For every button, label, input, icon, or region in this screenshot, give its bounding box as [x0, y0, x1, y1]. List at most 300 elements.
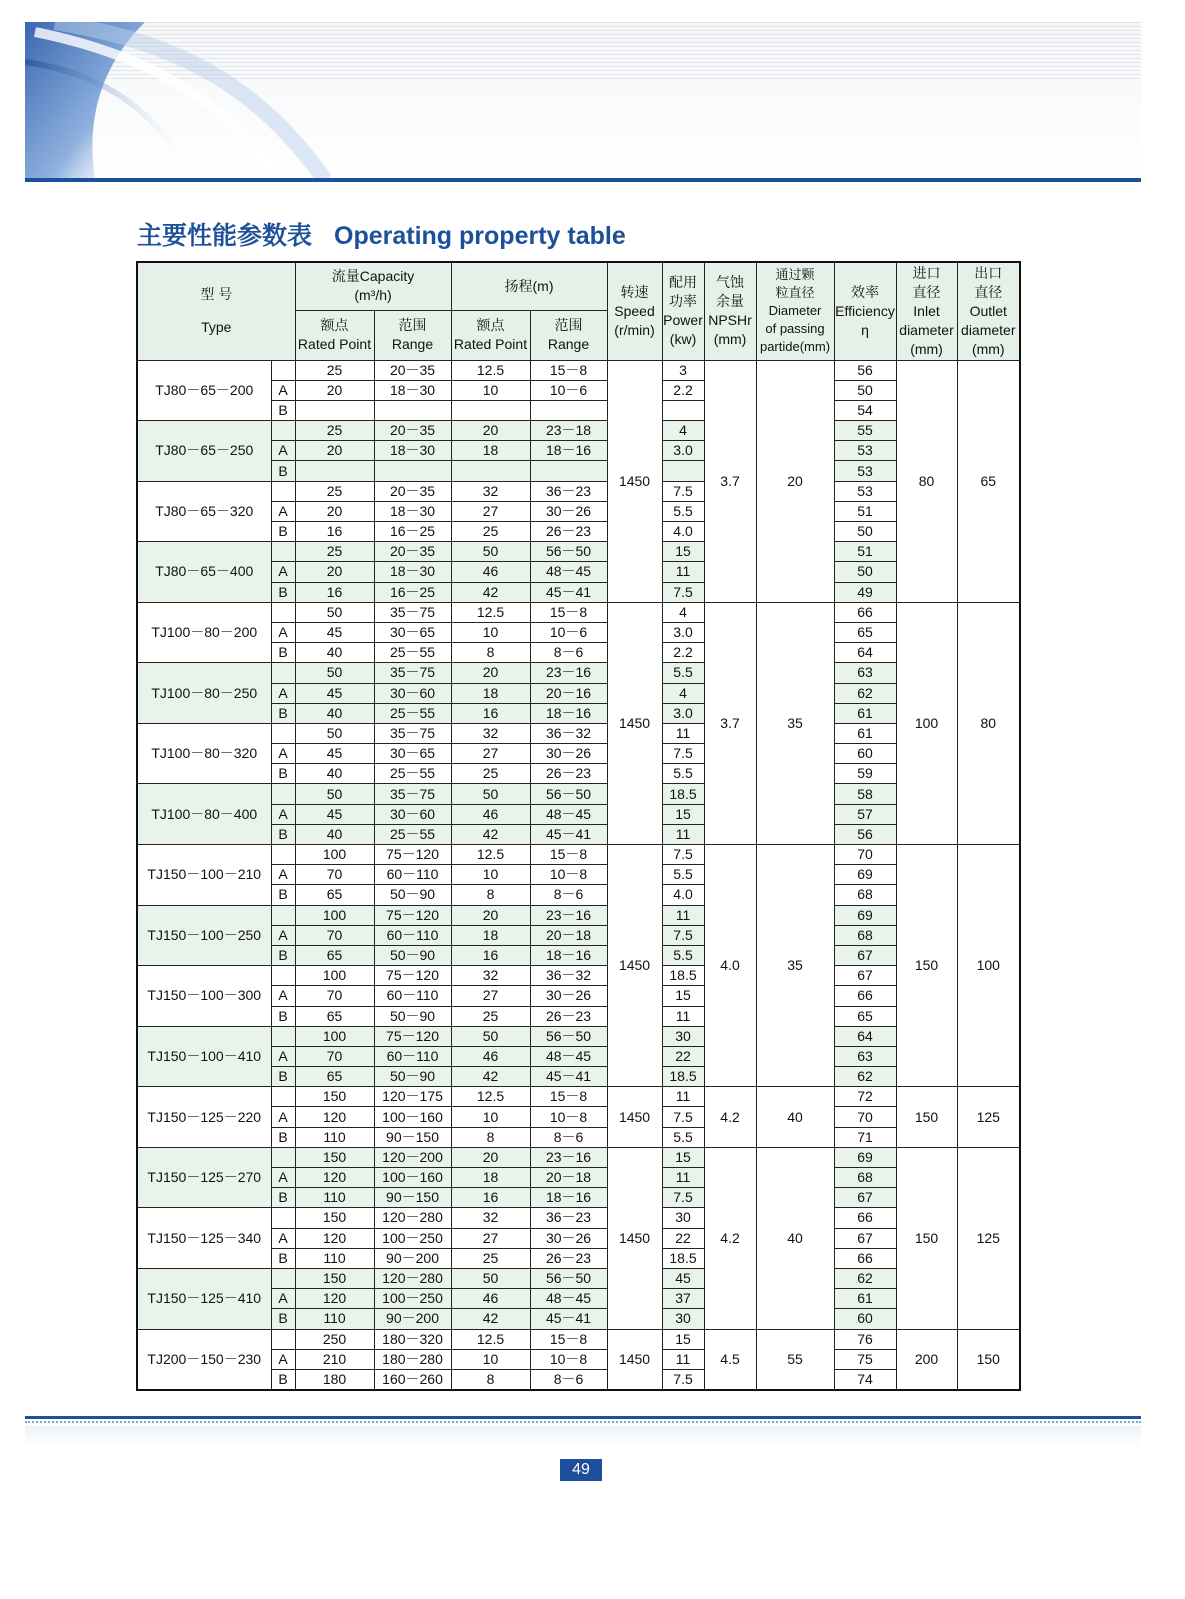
- head-rated-cell: 12.5: [451, 1087, 530, 1107]
- table-row: [137, 602, 1020, 622]
- outlet-cell: 125: [957, 1087, 1020, 1148]
- power-cell: 18.5: [662, 1067, 704, 1087]
- head-range-cell: 8－6: [530, 1369, 607, 1390]
- capacity-rated-cell: 45: [295, 683, 374, 703]
- capacity-rated-cell: 50: [295, 723, 374, 743]
- header-power-en: Power: [663, 312, 703, 329]
- head-rated-cell: 16: [451, 945, 530, 965]
- head-range-cell: [530, 461, 607, 481]
- efficiency-cell: 58: [834, 784, 896, 804]
- capacity-rated-cell: 110: [295, 1127, 374, 1147]
- head-range-cell: 8－6: [530, 1127, 607, 1147]
- capacity-range-cell: 30－65: [374, 622, 451, 642]
- header-capacity-rated: [295, 310, 374, 360]
- head-range-cell: 45－41: [530, 1067, 607, 1087]
- efficiency-cell: 66: [834, 602, 896, 622]
- head-rated-cell: 10: [451, 622, 530, 642]
- header-capacity-rated-en: Rated Point: [297, 336, 372, 352]
- table-row: [137, 905, 1020, 925]
- head-rated-cell: 46: [451, 562, 530, 582]
- capacity-range-cell: 160－260: [374, 1369, 451, 1390]
- power-cell: 7.5: [662, 1369, 704, 1390]
- header-particle-en2: of passing: [765, 321, 825, 337]
- variant-cell: A: [271, 1349, 295, 1369]
- power-cell: 3.0: [662, 441, 704, 461]
- power-cell: 3: [662, 360, 704, 380]
- npsh-cell: 3.7: [704, 602, 756, 844]
- efficiency-cell: 55: [834, 421, 896, 441]
- efficiency-cell: 65: [834, 1006, 896, 1026]
- variant-cell: B: [271, 1127, 295, 1147]
- head-rated-cell: 50: [451, 542, 530, 562]
- header-power-cn1: 配用: [669, 274, 698, 291]
- model-type-cell: TJ150－125－220: [137, 1087, 271, 1148]
- page-title: [137, 216, 626, 252]
- efficiency-cell: 67: [834, 1188, 896, 1208]
- efficiency-cell: 66: [834, 986, 896, 1006]
- head-rated-cell: 18: [451, 925, 530, 945]
- capacity-rated-cell: 110: [295, 1188, 374, 1208]
- header-head-rated-en: Rated Point: [453, 336, 528, 352]
- capacity-range-cell: 25－55: [374, 703, 451, 723]
- head-range-cell: 30－26: [530, 1228, 607, 1248]
- head-rated-cell: 25: [451, 764, 530, 784]
- efficiency-cell: 67: [834, 1228, 896, 1248]
- capacity-rated-cell: 150: [295, 1147, 374, 1167]
- efficiency-cell: 57: [834, 804, 896, 824]
- outlet-cell: 150: [957, 1329, 1020, 1390]
- efficiency-cell: 69: [834, 1147, 896, 1167]
- capacity-rated-cell: 45: [295, 622, 374, 642]
- efficiency-cell: 60: [834, 1309, 896, 1329]
- head-range-cell: 56－50: [530, 784, 607, 804]
- capacity-range-cell: 16－25: [374, 522, 451, 542]
- efficiency-cell: 62: [834, 1268, 896, 1288]
- table-row: [137, 360, 1020, 380]
- efficiency-cell: 76: [834, 1329, 896, 1349]
- power-cell: 11: [662, 824, 704, 844]
- head-rated-cell: 10: [451, 1107, 530, 1127]
- head-rated-cell: 42: [451, 824, 530, 844]
- efficiency-cell: 64: [834, 1026, 896, 1046]
- capacity-rated-cell: 70: [295, 925, 374, 945]
- efficiency-cell: 50: [834, 380, 896, 400]
- head-rated-cell: 42: [451, 582, 530, 602]
- head-rated-cell: 20: [451, 663, 530, 683]
- power-cell: 18.5: [662, 1248, 704, 1268]
- variant-cell: B: [271, 945, 295, 965]
- variant-cell: [271, 1147, 295, 1167]
- header-particle-cn2: 粒直径: [775, 285, 815, 301]
- head-range-cell: 18－16: [530, 1188, 607, 1208]
- head-rated-cell: 42: [451, 1309, 530, 1329]
- head-range-cell: 26－23: [530, 522, 607, 542]
- efficiency-cell: 70: [834, 1107, 896, 1127]
- speed-cell: 1450: [607, 1087, 662, 1148]
- head-rated-cell: 12.5: [451, 360, 530, 380]
- header-type-cn: 型 号: [200, 286, 233, 303]
- head-range-cell: 48－45: [530, 562, 607, 582]
- capacity-range-cell: 90－200: [374, 1309, 451, 1329]
- power-cell: 37: [662, 1289, 704, 1309]
- header-outlet-cn1: 出口: [974, 264, 1003, 281]
- header-speed-en: Speed: [614, 302, 655, 319]
- power-cell: 7.5: [662, 1107, 704, 1127]
- capacity-rated-cell: 120: [295, 1107, 374, 1127]
- capacity-range-cell: 30－60: [374, 804, 451, 824]
- header-inlet-en1: Inlet: [913, 302, 940, 319]
- capacity-range-cell: 50－90: [374, 945, 451, 965]
- capacity-range-cell: 25－55: [374, 764, 451, 784]
- variant-cell: A: [271, 441, 295, 461]
- head-range-cell: 36－23: [530, 1208, 607, 1228]
- header-particle-en3: partide(mm): [759, 339, 831, 355]
- head-range-cell: 36－32: [530, 966, 607, 986]
- header-npsh: [704, 262, 756, 360]
- variant-cell: [271, 1329, 295, 1349]
- head-rated-cell: 32: [451, 966, 530, 986]
- head-rated-cell: 27: [451, 744, 530, 764]
- efficiency-cell: 66: [834, 1208, 896, 1228]
- variant-cell: [271, 1087, 295, 1107]
- head-range-cell: 10－6: [530, 380, 607, 400]
- power-cell: 4.0: [662, 885, 704, 905]
- variant-cell: [271, 1208, 295, 1228]
- head-range-cell: 15－8: [530, 360, 607, 380]
- header-efficiency: [834, 262, 896, 360]
- efficiency-cell: 64: [834, 643, 896, 663]
- head-range-cell: 36－23: [530, 481, 607, 501]
- power-cell: 7.5: [662, 1188, 704, 1208]
- variant-cell: B: [271, 703, 295, 723]
- efficiency-cell: 65: [834, 622, 896, 642]
- capacity-range-cell: 50－90: [374, 885, 451, 905]
- power-cell: 18.5: [662, 966, 704, 986]
- variant-cell: B: [271, 1188, 295, 1208]
- head-rated-cell: 32: [451, 481, 530, 501]
- head-range-cell: 10－6: [530, 622, 607, 642]
- speed-cell: 1450: [607, 360, 662, 602]
- capacity-rated-cell: 120: [295, 1289, 374, 1309]
- capacity-rated-cell: 45: [295, 744, 374, 764]
- capacity-range-cell: 90－200: [374, 1248, 451, 1268]
- header-head-range-cn: 范围: [554, 317, 583, 333]
- head-rated-cell: 18: [451, 1168, 530, 1188]
- header-power-cn2: 功率: [669, 293, 698, 310]
- head-range-cell: 56－50: [530, 1268, 607, 1288]
- power-cell: 30: [662, 1208, 704, 1228]
- capacity-range-cell: 35－75: [374, 663, 451, 683]
- capacity-rated-cell: 70: [295, 986, 374, 1006]
- efficiency-cell: 67: [834, 945, 896, 965]
- table-row: [137, 481, 1020, 501]
- head-rated-cell: 18: [451, 441, 530, 461]
- efficiency-cell: 75: [834, 1349, 896, 1369]
- efficiency-cell: 69: [834, 905, 896, 925]
- head-rated-cell: 12.5: [451, 602, 530, 622]
- capacity-range-cell: 35－75: [374, 602, 451, 622]
- variant-cell: [271, 784, 295, 804]
- head-rated-cell: [451, 461, 530, 481]
- power-cell: 3.0: [662, 703, 704, 723]
- capacity-range-cell: 35－75: [374, 723, 451, 743]
- head-rated-cell: 32: [451, 723, 530, 743]
- head-rated-cell: 46: [451, 1046, 530, 1066]
- capacity-range-cell: 18－30: [374, 441, 451, 461]
- power-cell: 18.5: [662, 784, 704, 804]
- capacity-rated-cell: [295, 400, 374, 420]
- inlet-cell: 150: [896, 1147, 957, 1329]
- variant-cell: B: [271, 1369, 295, 1390]
- table-row: [137, 1147, 1020, 1167]
- head-range-cell: 36－32: [530, 723, 607, 743]
- efficiency-cell: 56: [834, 824, 896, 844]
- model-type-cell: TJ150－125－410: [137, 1268, 271, 1329]
- table-body: [137, 360, 1020, 1390]
- head-rated-cell: 16: [451, 1188, 530, 1208]
- head-rated-cell: 18: [451, 683, 530, 703]
- power-cell: 5.5: [662, 764, 704, 784]
- variant-cell: A: [271, 683, 295, 703]
- capacity-rated-cell: 50: [295, 602, 374, 622]
- efficiency-cell: 74: [834, 1369, 896, 1390]
- head-range-cell: 18－16: [530, 945, 607, 965]
- capacity-rated-cell: 100: [295, 845, 374, 865]
- table-row: [137, 1268, 1020, 1288]
- power-cell: 11: [662, 723, 704, 743]
- header-head-rated: [451, 310, 530, 360]
- head-rated-cell: 12.5: [451, 1329, 530, 1349]
- head-rated-cell: 8: [451, 643, 530, 663]
- table-row: [137, 1329, 1020, 1349]
- variant-cell: B: [271, 522, 295, 542]
- model-type-cell: TJ150－100－210: [137, 845, 271, 906]
- header-speed-cn: 转速: [620, 283, 649, 300]
- capacity-rated-cell: 40: [295, 703, 374, 723]
- variant-cell: A: [271, 986, 295, 1006]
- header-head: 扬程(m): [451, 262, 607, 310]
- efficiency-cell: 53: [834, 481, 896, 501]
- head-range-cell: 45－41: [530, 824, 607, 844]
- header-capacity-label: 流量Capacity: [331, 268, 415, 285]
- header-capacity-range-en: Range: [391, 336, 434, 352]
- efficiency-cell: 51: [834, 501, 896, 521]
- efficiency-cell: 63: [834, 663, 896, 683]
- efficiency-cell: 63: [834, 1046, 896, 1066]
- variant-cell: [271, 542, 295, 562]
- capacity-rated-cell: 16: [295, 522, 374, 542]
- title-en: Operating property table: [334, 222, 626, 250]
- head-range-cell: 8－6: [530, 885, 607, 905]
- head-range-cell: 30－26: [530, 986, 607, 1006]
- variant-cell: B: [271, 764, 295, 784]
- head-range-cell: 15－8: [530, 1329, 607, 1349]
- capacity-range-cell: 25－55: [374, 643, 451, 663]
- variant-cell: A: [271, 925, 295, 945]
- head-rated-cell: 27: [451, 986, 530, 1006]
- capacity-rated-cell: 25: [295, 360, 374, 380]
- header-capacity: [295, 262, 451, 310]
- table-row: [137, 784, 1020, 804]
- capacity-range-cell: 100－250: [374, 1289, 451, 1309]
- header-inlet-en2: diameter: [899, 321, 954, 338]
- power-cell: [662, 400, 704, 420]
- head-range-cell: 20－16: [530, 683, 607, 703]
- efficiency-cell: 61: [834, 1289, 896, 1309]
- header-type-en: Type: [201, 319, 232, 336]
- capacity-rated-cell: 20: [295, 380, 374, 400]
- particle-cell: 55: [756, 1329, 834, 1390]
- variant-cell: [271, 845, 295, 865]
- header-head-range-en: Range: [547, 336, 590, 352]
- particle-cell: 20: [756, 360, 834, 602]
- capacity-rated-cell: 20: [295, 441, 374, 461]
- capacity-rated-cell: 40: [295, 764, 374, 784]
- head-range-cell: 10－8: [530, 865, 607, 885]
- head-range-cell: 10－8: [530, 1349, 607, 1369]
- capacity-range-cell: 50－90: [374, 1006, 451, 1026]
- head-range-cell: 15－8: [530, 845, 607, 865]
- efficiency-cell: 68: [834, 885, 896, 905]
- power-cell: 15: [662, 1147, 704, 1167]
- capacity-range-cell: 75－120: [374, 845, 451, 865]
- power-cell: 5.5: [662, 945, 704, 965]
- capacity-range-cell: 18－30: [374, 501, 451, 521]
- variant-cell: [271, 905, 295, 925]
- table-row: [137, 966, 1020, 986]
- capacity-rated-cell: 20: [295, 562, 374, 582]
- capacity-rated-cell: 40: [295, 824, 374, 844]
- capacity-rated-cell: 110: [295, 1309, 374, 1329]
- head-rated-cell: 20: [451, 905, 530, 925]
- power-cell: 11: [662, 905, 704, 925]
- power-cell: 11: [662, 562, 704, 582]
- capacity-rated-cell: 150: [295, 1208, 374, 1228]
- npsh-cell: 4.5: [704, 1329, 756, 1390]
- head-range-cell: [530, 400, 607, 420]
- power-cell: 4.0: [662, 522, 704, 542]
- head-range-cell: 45－41: [530, 1309, 607, 1329]
- header-eff-symbol: η: [861, 321, 869, 338]
- head-rated-cell: 46: [451, 1289, 530, 1309]
- capacity-range-cell: 60－110: [374, 986, 451, 1006]
- header-particle: [756, 262, 834, 360]
- power-cell: 45: [662, 1268, 704, 1288]
- head-rated-cell: 20: [451, 421, 530, 441]
- capacity-range-cell: 100－250: [374, 1228, 451, 1248]
- header-type: [137, 262, 295, 360]
- head-rated-cell: 8: [451, 1369, 530, 1390]
- model-type-cell: TJ200－150－230: [137, 1329, 271, 1390]
- table-row: [137, 1087, 1020, 1107]
- particle-cell: 40: [756, 1087, 834, 1148]
- head-rated-cell: 42: [451, 1067, 530, 1087]
- header-banner: [25, 22, 1141, 180]
- head-range-cell: 26－23: [530, 1248, 607, 1268]
- variant-cell: B: [271, 461, 295, 481]
- outlet-cell: 80: [957, 602, 1020, 844]
- capacity-range-cell: 60－110: [374, 1046, 451, 1066]
- capacity-rated-cell: 70: [295, 865, 374, 885]
- variant-cell: [271, 663, 295, 683]
- capacity-rated-cell: 120: [295, 1168, 374, 1188]
- header-capacity-range: [374, 310, 451, 360]
- speed-cell: 1450: [607, 845, 662, 1087]
- model-type-cell: TJ80－65－200: [137, 360, 271, 421]
- power-cell: 5.5: [662, 663, 704, 683]
- model-type-cell: TJ100－80－200: [137, 602, 271, 663]
- capacity-range-cell: 75－120: [374, 905, 451, 925]
- capacity-rated-cell: 120: [295, 1228, 374, 1248]
- efficiency-cell: 50: [834, 522, 896, 542]
- head-rated-cell: [451, 400, 530, 420]
- variant-cell: A: [271, 1046, 295, 1066]
- capacity-range-cell: 35－75: [374, 784, 451, 804]
- performance-table: [136, 261, 1021, 1391]
- header-outlet-en1: Outlet: [969, 302, 1007, 319]
- variant-cell: B: [271, 582, 295, 602]
- footer-band: [25, 1426, 1141, 1448]
- variant-cell: B: [271, 400, 295, 420]
- header-power: [662, 262, 704, 360]
- variant-cell: [271, 1268, 295, 1288]
- head-rated-cell: 27: [451, 501, 530, 521]
- capacity-rated-cell: 65: [295, 1006, 374, 1026]
- model-type-cell: TJ80－65－320: [137, 481, 271, 542]
- header-eff-cn: 效率: [851, 283, 880, 300]
- efficiency-cell: 60: [834, 744, 896, 764]
- efficiency-cell: 71: [834, 1127, 896, 1147]
- head-rated-cell: 27: [451, 1228, 530, 1248]
- efficiency-cell: 66: [834, 1248, 896, 1268]
- model-type-cell: TJ150－100－410: [137, 1026, 271, 1087]
- capacity-range-cell: 30－60: [374, 683, 451, 703]
- outlet-cell: 100: [957, 845, 1020, 1087]
- power-cell: 15: [662, 986, 704, 1006]
- table-row: [137, 1208, 1020, 1228]
- variant-cell: [271, 481, 295, 501]
- variant-cell: A: [271, 501, 295, 521]
- npsh-cell: 3.7: [704, 360, 756, 602]
- variant-cell: A: [271, 622, 295, 642]
- capacity-rated-cell: 25: [295, 542, 374, 562]
- header-npsh-en: NPSHr: [708, 312, 752, 329]
- power-cell: 15: [662, 1329, 704, 1349]
- head-range-cell: 20－18: [530, 925, 607, 945]
- capacity-rated-cell: 25: [295, 421, 374, 441]
- power-cell: 5.5: [662, 1127, 704, 1147]
- head-range-cell: 18－16: [530, 703, 607, 723]
- header-npsh-cn2: 余量: [716, 293, 745, 310]
- head-rated-cell: 50: [451, 1268, 530, 1288]
- power-cell: 11: [662, 1349, 704, 1369]
- capacity-range-cell: [374, 400, 451, 420]
- header-npsh-cn1: 气蚀: [716, 274, 745, 291]
- efficiency-cell: 67: [834, 966, 896, 986]
- head-rated-cell: 16: [451, 703, 530, 723]
- head-range-cell: 15－8: [530, 602, 607, 622]
- capacity-range-cell: 90－150: [374, 1127, 451, 1147]
- head-range-cell: 23－18: [530, 421, 607, 441]
- header-capacity-rated-cn: 额点: [320, 317, 349, 333]
- header-capacity-range-cn: 范围: [398, 317, 427, 333]
- header-inlet-unit: (mm): [910, 340, 943, 357]
- capacity-range-cell: 18－30: [374, 562, 451, 582]
- head-rated-cell: 46: [451, 804, 530, 824]
- power-cell: 11: [662, 1168, 704, 1188]
- model-type-cell: TJ150－100－250: [137, 905, 271, 966]
- table-row: [137, 421, 1020, 441]
